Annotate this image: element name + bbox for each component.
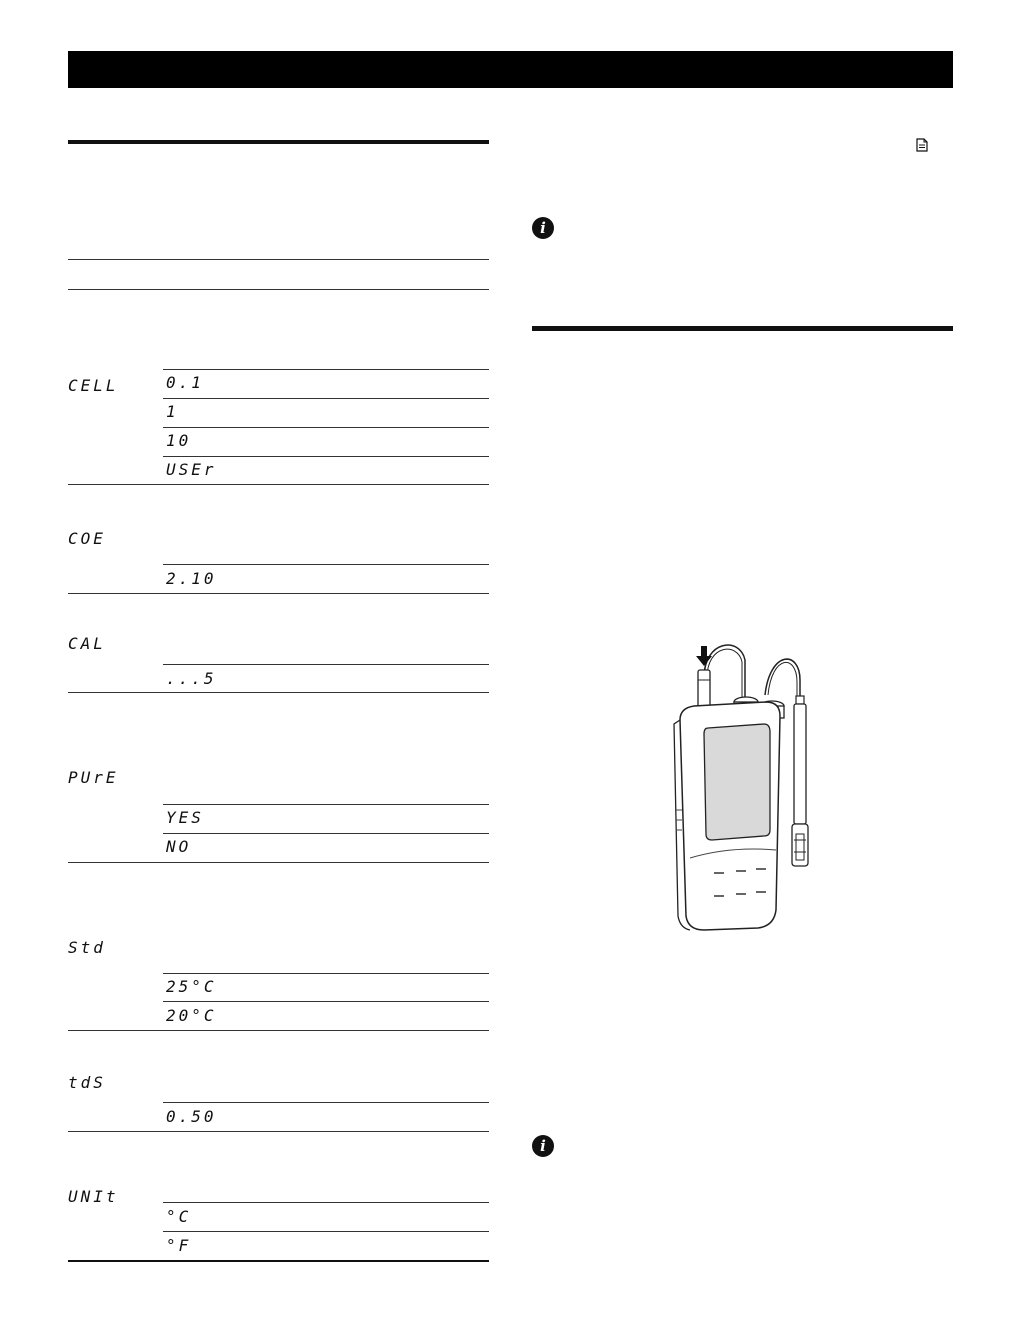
table-bottom-rule <box>68 1260 489 1262</box>
meter-illustration <box>660 640 850 940</box>
table-top-rule <box>68 259 489 260</box>
option-rule <box>163 664 489 665</box>
option-rule <box>163 427 489 428</box>
param-cell: CELL <box>68 376 119 395</box>
option-cal-5: ...5 <box>166 669 217 688</box>
document-icon <box>915 138 929 152</box>
option-cell-10: 10 <box>166 431 192 450</box>
row-rule <box>68 1131 489 1132</box>
section-rule-right <box>532 326 953 331</box>
info-icon: i <box>532 217 554 239</box>
row-rule <box>68 593 489 594</box>
option-coe-2-10: 2.10 <box>166 569 217 588</box>
table-header-rule <box>68 289 489 290</box>
param-pure: PUrE <box>68 768 119 787</box>
section-rule-left <box>68 140 489 144</box>
page-header-bar <box>68 51 953 88</box>
option-rule <box>163 1231 489 1232</box>
option-rule <box>163 564 489 565</box>
option-rule <box>163 369 489 370</box>
option-rule <box>163 804 489 805</box>
option-rule <box>163 833 489 834</box>
param-tds: tdS <box>68 1073 106 1092</box>
option-std-20c: 20°C <box>166 1006 217 1025</box>
option-unit-c: °C <box>166 1207 192 1226</box>
param-cal: CAL <box>68 634 106 653</box>
option-cell-0-1: 0.1 <box>166 373 204 392</box>
option-rule <box>163 1001 489 1002</box>
option-rule <box>163 973 489 974</box>
option-rule <box>163 1102 489 1103</box>
param-unit: UNIt <box>68 1187 119 1206</box>
option-cell-user: USEr <box>166 460 217 479</box>
option-rule <box>163 398 489 399</box>
info-icon: i <box>532 1135 554 1157</box>
option-pure-no: NO <box>166 837 192 856</box>
row-rule <box>68 484 489 485</box>
option-cell-1: 1 <box>166 402 179 421</box>
param-std: Std <box>68 938 106 957</box>
option-tds-0-50: 0.50 <box>166 1107 217 1126</box>
option-pure-yes: YES <box>166 808 204 827</box>
option-std-25c: 25°C <box>166 977 217 996</box>
option-unit-f: °F <box>166 1236 192 1255</box>
option-rule <box>163 456 489 457</box>
row-rule <box>68 862 489 863</box>
row-rule <box>68 692 489 693</box>
row-rule <box>68 1030 489 1031</box>
option-rule <box>163 1202 489 1203</box>
param-coe: COE <box>68 529 106 548</box>
